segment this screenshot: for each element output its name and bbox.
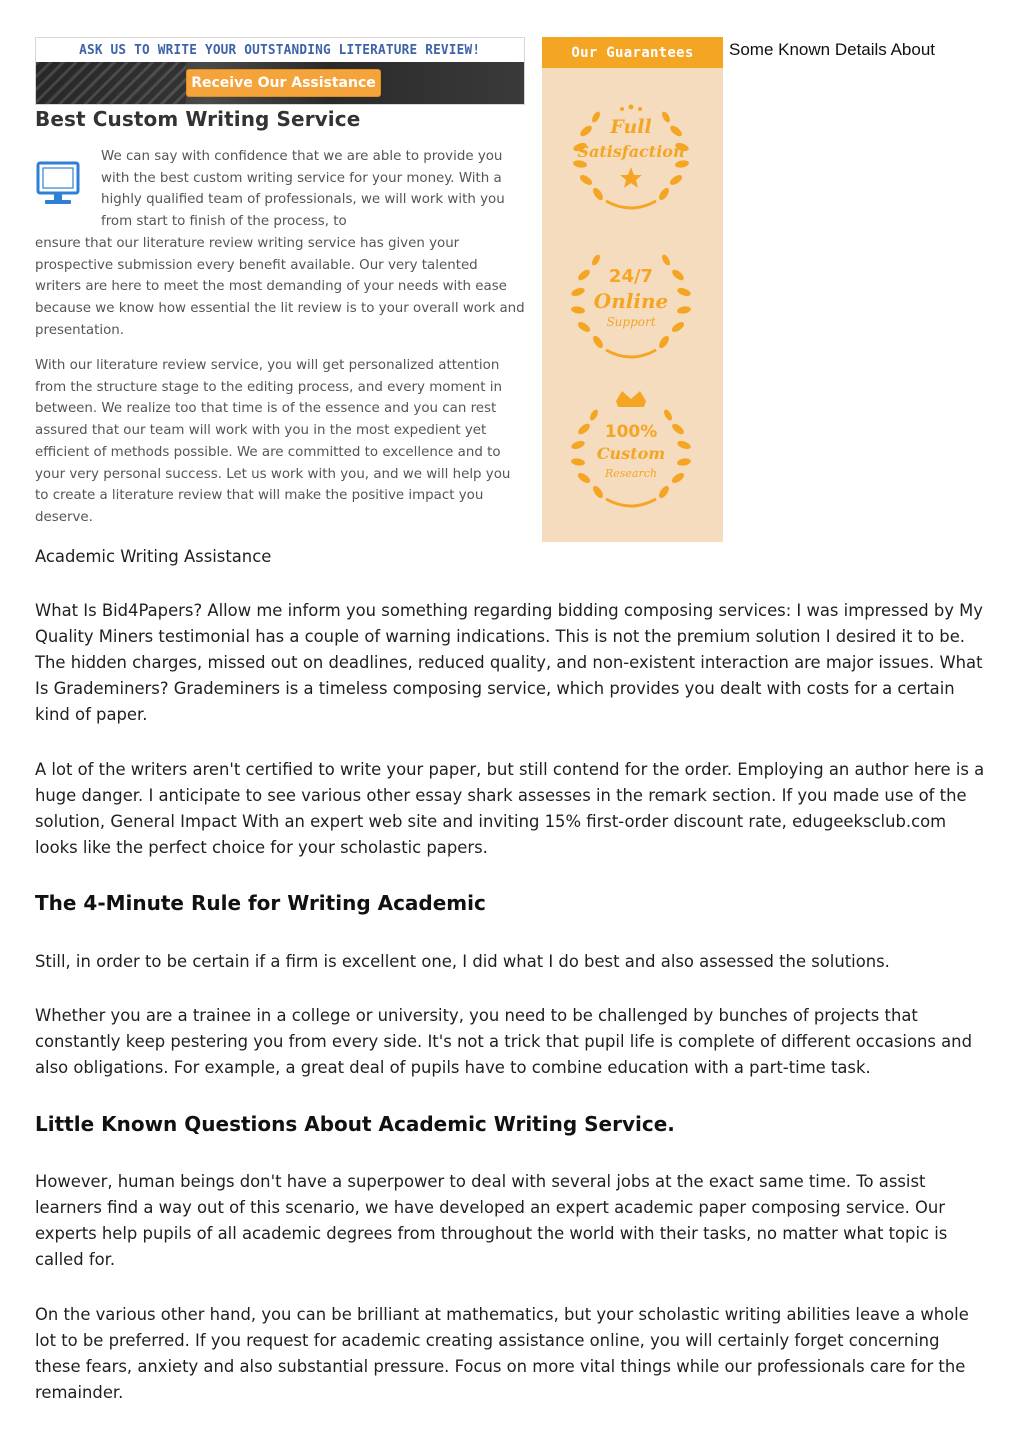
article-paragraph-5: However, human beings don't have a superpower to deal with several jobs at the exact same time. To assist learners find a way out of this scenario, we have developed an expert academic paper composing service. Our experts help pupils of all academic degrees from throughout the world with their tasks, no matter what topic is called for. [35,1172,948,1269]
promo-banner-text: ASK US TO WRITE YOUR OUTSTANDING LITERATURE REVIEW! [79,42,481,58]
article-paragraph-4: Whether you are a trainee in a college or university, you need to be challenged by bunches of projects that constantly keep pestering you from every side. It's not a trick that pupil life is complete of different occasions and also obligations. For example, a great deal of pupils have to combine education with a part-time task. [35,1006,972,1077]
badge-1-line-1: Full [610,116,652,138]
promo-paragraph-2: With our literature review service, you will get personalized attention from the structure stage to the editing process, and every moment in between. We realize too that time is of the essence and you can rest assured that our team will work with you in the most expedient yet efficient of methods possible. We are committed to excellence and to your very personal success. Let us work with you, and we will help you to create a literature review that will make the positive impact you deserve. [35,358,511,525]
article-paragraph-3: Still, in order to be certain if a firm is excellent one, I did what I do best and also assessed the solutions. [35,952,890,971]
promo-paragraph-1-continued: ensure that our literature review writing service has given your prospective submission every benefit available. Our very talented writers are here to meet the most demanding of your needs with ease because we know how essential the lit review is to your overall work and presentation. [35,236,525,338]
badge-3-line-3: Research [604,467,658,480]
promo-heading: Best Custom Writing Service [35,107,361,131]
badge-2-line-2: Online [593,289,669,313]
image-caption: Academic Writing Assistance [35,547,272,566]
computer-monitor-icon [36,160,82,210]
article-paragraph-2: A lot of the writers aren't certified to write your paper, but still contend for the order. Employing an author here is a huge danger. I anticipate to see various other essay shark assesses in the remark section. If you made use of the solution, General Impact With an expert web site and inviting 15% first-order discount rate, edugeeksclub.com looks like the perfect choice for your scholastic papers. [35,760,985,857]
promo-banner [35,37,525,105]
guarantees-panel [542,37,723,542]
badge-3-line-1: 100% [604,422,658,442]
promo-paragraph-1: We can say with confidence that we are able to provide you with the best custom writing service for your money. With a highly qualified team of professionals, we will work with you from start to finish of the process, to [101,149,505,230]
receive-assistance-button[interactable]: Receive Our Assistance [186,69,381,97]
laurel-wreath-icon [556,97,706,227]
promo-image [35,37,525,529]
section-heading-2: Little Known Questions About Academic Writing Service. [35,1112,675,1136]
badge-2-line-1: 24/7 [608,266,654,287]
section-heading-1: The 4-Minute Rule for Writing Academic [35,891,486,915]
article-paragraph-6: On the various other hand, you can be brilliant at mathematics, but your scholastic writing abilities leave a whole lot to be preferred. If you request for academic creating assistance online, you will certainly forget concerning these fears, anxiety and also substantial pressure. Focus on more vital things while our professionals care for the remainder. [35,1305,969,1402]
laurel-wreath-icon [556,242,706,372]
side-text: Some Known Details About [729,40,936,59]
badge-2-line-3: Support [606,315,656,329]
article-paragraph-1: What Is Bid4Papers? Allow me inform you something regarding bidding composing services: I was impressed by My Quality Miners testimonial has a couple of warning indications. This is not the premium solution I desired it to be. The hidden charges, missed out on deadlines, reduced quality, and non-existent interaction are major issues. What Is Grademiners? Grademiners is a timeless composing service, which provides you dealt with costs for a certain kind of paper. [35,601,983,724]
badge-3-line-2: Custom [596,444,666,463]
badge-1-line-2: Satisfaction [577,142,685,161]
guarantees-header: Our Guarantees [542,37,723,68]
laurel-wreath-icon [556,387,706,517]
